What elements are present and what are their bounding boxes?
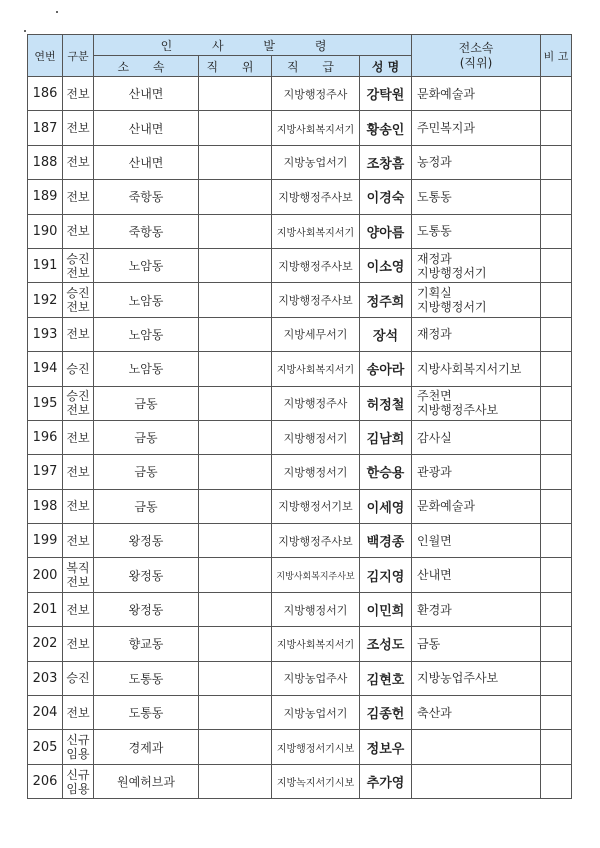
row-number: 186: [28, 77, 63, 111]
row-position: [199, 248, 272, 282]
row-grade: 지방사회복지서기: [272, 214, 360, 248]
previous-text: 재정과: [417, 327, 452, 342]
row-position: [199, 489, 272, 523]
row-number: 188: [28, 145, 63, 179]
col-header-remarks: 비 고: [541, 35, 572, 77]
row-previous: [412, 627, 541, 661]
row-name: 허정철: [360, 386, 412, 420]
row-number: 193: [28, 317, 63, 351]
row-remarks: [541, 627, 572, 661]
table-row: [28, 730, 572, 764]
row-grade: 지방농업서기: [272, 696, 360, 730]
row-position: [199, 214, 272, 248]
category-text: 전보: [66, 327, 90, 342]
row-remarks: [541, 248, 572, 282]
row-grade: 지방녹지서기시보: [272, 764, 360, 798]
category-text: 신규: [66, 733, 90, 748]
row-category: [63, 627, 94, 661]
row-position: [199, 352, 272, 386]
row-dept: 금동: [94, 489, 199, 523]
previous-text: 관광과: [417, 464, 452, 479]
row-dept: 도통동: [94, 696, 199, 730]
col-header-appointment: 인 사 발 령: [94, 35, 412, 56]
previous-text: 지방사회복지서기보: [417, 361, 522, 376]
row-remarks: [541, 111, 572, 145]
table-row: [28, 386, 572, 420]
category-text: 임용: [66, 747, 90, 762]
row-grade: 지방행정서기보: [272, 489, 360, 523]
row-previous: [412, 352, 541, 386]
table-row: [28, 696, 572, 730]
table-row: [28, 764, 572, 798]
row-name: 양아름: [360, 214, 412, 248]
previous-text: 농정과: [417, 155, 452, 170]
row-remarks: [541, 145, 572, 179]
row-remarks: [541, 764, 572, 798]
row-category: [63, 524, 94, 558]
row-grade: 지방행정서기시보: [272, 730, 360, 764]
previous-text: 축산과: [417, 705, 452, 720]
row-remarks: [541, 524, 572, 558]
category-text: 전보: [66, 189, 90, 204]
row-position: [199, 180, 272, 214]
row-previous: [412, 386, 541, 420]
col-header-grade: 직 급: [272, 56, 360, 77]
category-text: 전보: [66, 300, 90, 315]
row-grade: 지방행정서기: [272, 455, 360, 489]
row-category: [63, 558, 94, 592]
row-name: 송아라: [360, 352, 412, 386]
table-row: [28, 77, 572, 111]
row-dept: 노암동: [94, 352, 199, 386]
table-row: [28, 317, 572, 351]
row-name: 황송인: [360, 111, 412, 145]
row-category: [63, 489, 94, 523]
table-row: [28, 592, 572, 626]
row-position: [199, 77, 272, 111]
row-dept: 죽항동: [94, 214, 199, 248]
row-grade: 지방행정주사보: [272, 524, 360, 558]
row-position: [199, 283, 272, 317]
row-grade: 지방행정주사: [272, 77, 360, 111]
row-number: 192: [28, 283, 63, 317]
category-text: 전보: [66, 155, 90, 170]
row-previous: [412, 661, 541, 695]
row-previous: [412, 248, 541, 282]
row-category: [63, 420, 94, 454]
row-category: [63, 214, 94, 248]
category-text: 전보: [66, 121, 90, 136]
previous-text: 금동: [417, 636, 441, 651]
row-dept: 금동: [94, 386, 199, 420]
row-previous: [412, 420, 541, 454]
row-position: [199, 317, 272, 351]
row-grade: 지방사회복지주사보: [272, 558, 360, 592]
row-position: [199, 730, 272, 764]
row-name: 조창흠: [360, 145, 412, 179]
row-dept: 향교동: [94, 627, 199, 661]
table-row: [28, 558, 572, 592]
table-row: [28, 627, 572, 661]
row-position: [199, 386, 272, 420]
row-number: 199: [28, 524, 63, 558]
row-grade: 지방사회복지서기: [272, 627, 360, 661]
row-previous: [412, 730, 541, 764]
row-dept: 도통동: [94, 661, 199, 695]
row-previous: [412, 696, 541, 730]
row-previous: [412, 558, 541, 592]
row-name: 추가영: [360, 764, 412, 798]
row-name: 김남희: [360, 420, 412, 454]
row-previous: [412, 592, 541, 626]
row-position: [199, 524, 272, 558]
previous-text: 지방행정서기: [417, 300, 487, 315]
row-number: 195: [28, 386, 63, 420]
previous-text: 지방행정서기: [417, 265, 487, 280]
table-row: [28, 248, 572, 282]
row-remarks: [541, 455, 572, 489]
row-position: [199, 627, 272, 661]
row-number: 191: [28, 248, 63, 282]
row-grade: 지방농업주사: [272, 661, 360, 695]
row-previous: [412, 283, 541, 317]
category-text: 전보: [66, 86, 90, 101]
row-remarks: [541, 180, 572, 214]
row-dept: 왕정동: [94, 592, 199, 626]
row-category: [63, 661, 94, 695]
row-position: [199, 592, 272, 626]
row-dept: 왕정동: [94, 558, 199, 592]
row-number: 202: [28, 627, 63, 661]
row-grade: 지방사회복지서기: [272, 111, 360, 145]
row-grade: 지방행정주사보: [272, 248, 360, 282]
table-row: [28, 524, 572, 558]
row-name: 정주희: [360, 283, 412, 317]
row-category: [63, 764, 94, 798]
category-text: 승진: [66, 389, 90, 404]
row-number: 196: [28, 420, 63, 454]
row-number: 190: [28, 214, 63, 248]
row-number: 187: [28, 111, 63, 145]
row-number: 203: [28, 661, 63, 695]
category-text: 전보: [66, 265, 90, 280]
previous-dept-label: 전소속: [458, 40, 494, 55]
row-name: 김현호: [360, 661, 412, 695]
row-name: 한승용: [360, 455, 412, 489]
col-header-previous: [412, 35, 541, 77]
category-text: 전보: [66, 403, 90, 418]
category-text: 전보: [66, 636, 90, 651]
col-header-dept: 소 속: [94, 56, 199, 77]
row-remarks: [541, 420, 572, 454]
row-dept: 죽항동: [94, 180, 199, 214]
row-position: [199, 764, 272, 798]
category-text: 복직: [66, 561, 90, 576]
row-category: [63, 386, 94, 420]
row-dept: 산내면: [94, 77, 199, 111]
previous-text: 문화예술과: [417, 499, 475, 514]
col-header-no: 연번: [28, 35, 63, 77]
row-position: [199, 558, 272, 592]
table-row: [28, 661, 572, 695]
table-body: [28, 77, 572, 799]
category-text: 승진: [66, 286, 90, 301]
previous-text: 인월면: [417, 533, 452, 548]
row-name: 이경숙: [360, 180, 412, 214]
category-text: 승진: [66, 671, 90, 686]
row-category: [63, 730, 94, 764]
row-previous: [412, 317, 541, 351]
row-remarks: [541, 317, 572, 351]
row-name: 이세영: [360, 489, 412, 523]
previous-text: 주민복지과: [417, 121, 475, 136]
row-dept: 노암동: [94, 317, 199, 351]
category-text: 전보: [66, 464, 90, 479]
row-category: [63, 145, 94, 179]
category-text: 임용: [66, 781, 90, 796]
row-category: [63, 696, 94, 730]
row-name: 김종헌: [360, 696, 412, 730]
row-remarks: [541, 592, 572, 626]
row-remarks: [541, 558, 572, 592]
scan-speck: [56, 11, 58, 13]
row-remarks: [541, 77, 572, 111]
scan-speck: [24, 30, 26, 32]
row-position: [199, 696, 272, 730]
row-dept: 경제과: [94, 730, 199, 764]
row-dept: 노암동: [94, 283, 199, 317]
row-previous: [412, 489, 541, 523]
row-name: 강탁원: [360, 77, 412, 111]
row-dept: 원예허브과: [94, 764, 199, 798]
row-number: 201: [28, 592, 63, 626]
previous-text: 문화예술과: [417, 86, 475, 101]
table-row: [28, 283, 572, 317]
row-remarks: [541, 696, 572, 730]
col-header-category: 구분: [63, 35, 94, 77]
category-text: 전보: [66, 533, 90, 548]
category-text: 전보: [66, 499, 90, 514]
row-dept: 금동: [94, 455, 199, 489]
row-grade: 지방행정주사보: [272, 180, 360, 214]
row-number: 205: [28, 730, 63, 764]
row-grade: 지방행정주사보: [272, 283, 360, 317]
previous-text: 기획실: [417, 286, 452, 301]
previous-text: 산내면: [417, 568, 452, 583]
row-previous: [412, 214, 541, 248]
row-grade: 지방행정주사: [272, 386, 360, 420]
row-grade: 지방행정서기: [272, 420, 360, 454]
row-name: 조성도: [360, 627, 412, 661]
table-row: [28, 111, 572, 145]
category-text: 전보: [66, 602, 90, 617]
category-text: 승진: [66, 251, 90, 266]
row-remarks: [541, 661, 572, 695]
previous-text: 도통동: [417, 224, 452, 239]
row-previous: [412, 145, 541, 179]
row-position: [199, 420, 272, 454]
row-category: [63, 77, 94, 111]
col-header-position: 직 위: [199, 56, 272, 77]
category-text: 전보: [66, 224, 90, 239]
row-name: 이민희: [360, 592, 412, 626]
row-number: 200: [28, 558, 63, 592]
row-number: 194: [28, 352, 63, 386]
row-category: [63, 180, 94, 214]
row-name: 이소영: [360, 248, 412, 282]
row-dept: 산내면: [94, 145, 199, 179]
table-row: [28, 145, 572, 179]
row-category: [63, 455, 94, 489]
row-dept: 산내면: [94, 111, 199, 145]
row-remarks: [541, 352, 572, 386]
row-remarks: [541, 283, 572, 317]
col-header-name: 성 명: [360, 56, 412, 77]
table-row: [28, 180, 572, 214]
row-grade: 지방농업서기: [272, 145, 360, 179]
row-number: 197: [28, 455, 63, 489]
row-grade: 지방사회복지서기: [272, 352, 360, 386]
row-number: 189: [28, 180, 63, 214]
row-remarks: [541, 214, 572, 248]
row-dept: 금동: [94, 420, 199, 454]
row-grade: 지방세무서기: [272, 317, 360, 351]
row-name: 장석: [360, 317, 412, 351]
row-previous: [412, 77, 541, 111]
row-previous: [412, 524, 541, 558]
row-number: 198: [28, 489, 63, 523]
personnel-appointment-table: [27, 34, 572, 799]
category-text: 신규: [66, 767, 90, 782]
row-name: 김지영: [360, 558, 412, 592]
category-text: 전보: [66, 705, 90, 720]
row-grade: 지방행정서기: [272, 592, 360, 626]
row-position: [199, 661, 272, 695]
row-number: 204: [28, 696, 63, 730]
row-number: 206: [28, 764, 63, 798]
row-remarks: [541, 489, 572, 523]
previous-text: 지방행정주사보: [417, 403, 499, 418]
table-row: [28, 352, 572, 386]
previous-text: 주천면: [417, 389, 452, 404]
row-position: [199, 455, 272, 489]
previous-text: 환경과: [417, 602, 452, 617]
previous-text: 감사실: [417, 430, 452, 445]
row-category: [63, 283, 94, 317]
row-category: [63, 248, 94, 282]
row-previous: [412, 111, 541, 145]
previous-text: 지방농업주사보: [417, 671, 499, 686]
category-text: 승진: [66, 361, 90, 376]
category-text: 전보: [66, 430, 90, 445]
row-category: [63, 317, 94, 351]
row-previous: [412, 764, 541, 798]
row-category: [63, 111, 94, 145]
row-remarks: [541, 730, 572, 764]
row-name: 백경종: [360, 524, 412, 558]
row-dept: 왕정동: [94, 524, 199, 558]
table-row: [28, 420, 572, 454]
row-position: [199, 111, 272, 145]
row-category: [63, 352, 94, 386]
row-name: 정보우: [360, 730, 412, 764]
row-previous: [412, 180, 541, 214]
row-remarks: [541, 386, 572, 420]
table-row: [28, 455, 572, 489]
previous-position-label: (직위): [459, 55, 493, 70]
row-dept: 노암동: [94, 248, 199, 282]
category-text: 전보: [66, 575, 90, 590]
previous-text: 도통동: [417, 189, 452, 204]
previous-text: 재정과: [417, 251, 452, 266]
row-position: [199, 145, 272, 179]
table-row: [28, 214, 572, 248]
row-previous: [412, 455, 541, 489]
table-row: [28, 489, 572, 523]
row-category: [63, 592, 94, 626]
